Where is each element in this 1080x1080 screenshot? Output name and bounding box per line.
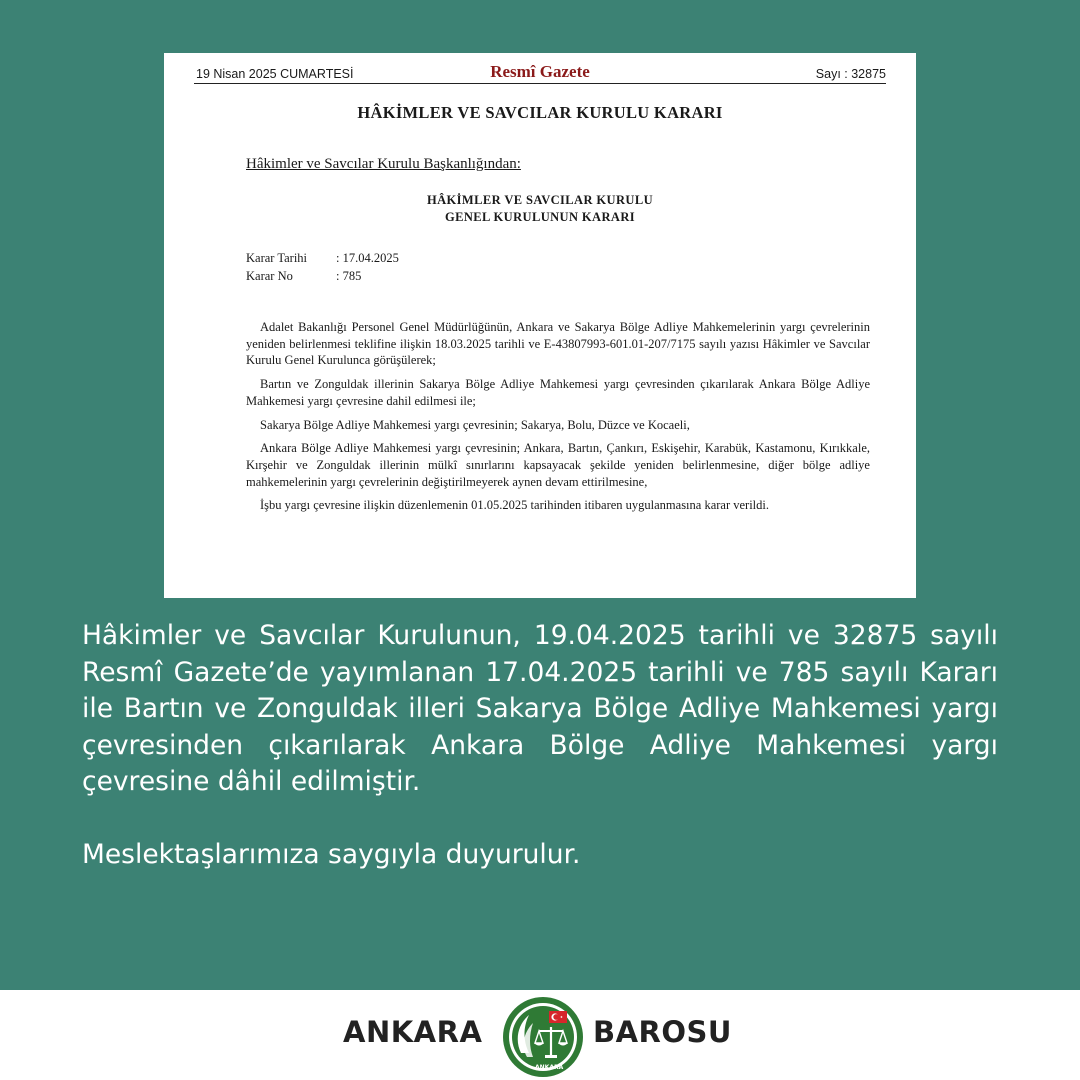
gazette-clipping — [164, 53, 916, 598]
gazette-date: 19 Nisan 2025 CUMARTESİ — [196, 67, 354, 81]
decision-number-value: : 785 — [336, 269, 362, 283]
body-paragraph: Adalet Bakanlığı Personel Genel Müdürlüğünün, Ankara ve Sakarya Bölge Adliye Mahkemelerinin yargı çevrelerinin yeniden belirlenmesi teklifine ilişkin 18.03.2025 tarihli ve E-43807993-601.01-207/7175 sayılı yazısı Hâkimler ve Savcılar Kurulu Genel Kurulunca görüşülerek; — [246, 320, 870, 368]
decision-number-label: Karar No — [246, 269, 293, 283]
subtitle-line-1: HÂKİMLER VE SAVCILAR KURULU — [427, 193, 653, 207]
body-paragraph: Ankara Bölge Adliye Mahkemesi yargı çevresinin; Ankara, Bartın, Çankırı, Eskişehir, Karabük, Kastamonu, Kırıkkale, Kırşehir ve Zonguldak illerinin mülkî sınırlarını kapsayacak şekilde yeniden belirlenmesine, diğer bölge adliye mahkemelerinin yargı çevrelerinin değiştirilmeyerek aynen devam ettirilmesine, — [246, 441, 870, 489]
decision-date-row — [246, 251, 399, 266]
brand-word-right: BAROSU — [593, 1015, 732, 1049]
decision-date-value: : 17.04.2025 — [336, 251, 399, 265]
body-paragraph: İşbu yargı çevresine ilişkin düzenlemenin 01.05.2025 tarihinden itibaren uygulanmasına karar verildi. — [260, 498, 770, 513]
announcement-sign-off: Meslektaşlarımıza saygıyla duyurulur. — [82, 838, 581, 870]
announcement-text: Hâkimler ve Savcılar Kurulunun, 19.04.2025 tarihli ve 32875 sayılı Resmî Gazete’de yayımlanan 17.04.2025 tarihli ve 785 sayılı Kararı ile Bartın ve Zonguldak illeri Sakarya Bölge Adliye Mahkemesi yargı çevresinden çıkarılarak Ankara Bölge Adliye Mahkemesi yargı çevresine dâhil edilmiştir. — [82, 620, 998, 797]
body-paragraph: Bartın ve Zonguldak illerinin Sakarya Bölge Adliye Mahkemesi yargı çevresinden çıkarılarak Ankara Bölge Adliye Mahkemesi yargı çevresine dahil edilmesi ile; — [246, 377, 870, 408]
ankara-bar-emblem-icon — [501, 995, 585, 1079]
issuer-line: Hâkimler ve Savcılar Kurulu Başkanlığından: — [246, 156, 521, 172]
gazette-header — [194, 58, 886, 84]
gazette-issue-number: Sayı : 32875 — [815, 67, 886, 81]
subtitle-line-2: GENEL KURULUNUN KARARI — [444, 210, 636, 224]
footer-bar — [0, 990, 1080, 1080]
decision-date-label: Karar Tarihi — [246, 251, 308, 265]
gazette-name: Resmî Gazete — [490, 62, 590, 81]
body-paragraph: Sakarya Bölge Adliye Mahkemesi yargı çevresinin; Sakarya, Bolu, Düzce ve Kocaeli, — [260, 417, 690, 432]
announcement-caption — [82, 618, 998, 873]
decision-title: HÂKİMLER VE SAVCILAR KURULU KARARI — [357, 103, 723, 122]
emblem-text: ANKARA — [535, 1064, 564, 1071]
decision-number-row — [246, 269, 361, 284]
decision-body — [246, 319, 870, 521]
brand-word-left: ANKARA — [343, 1015, 483, 1049]
